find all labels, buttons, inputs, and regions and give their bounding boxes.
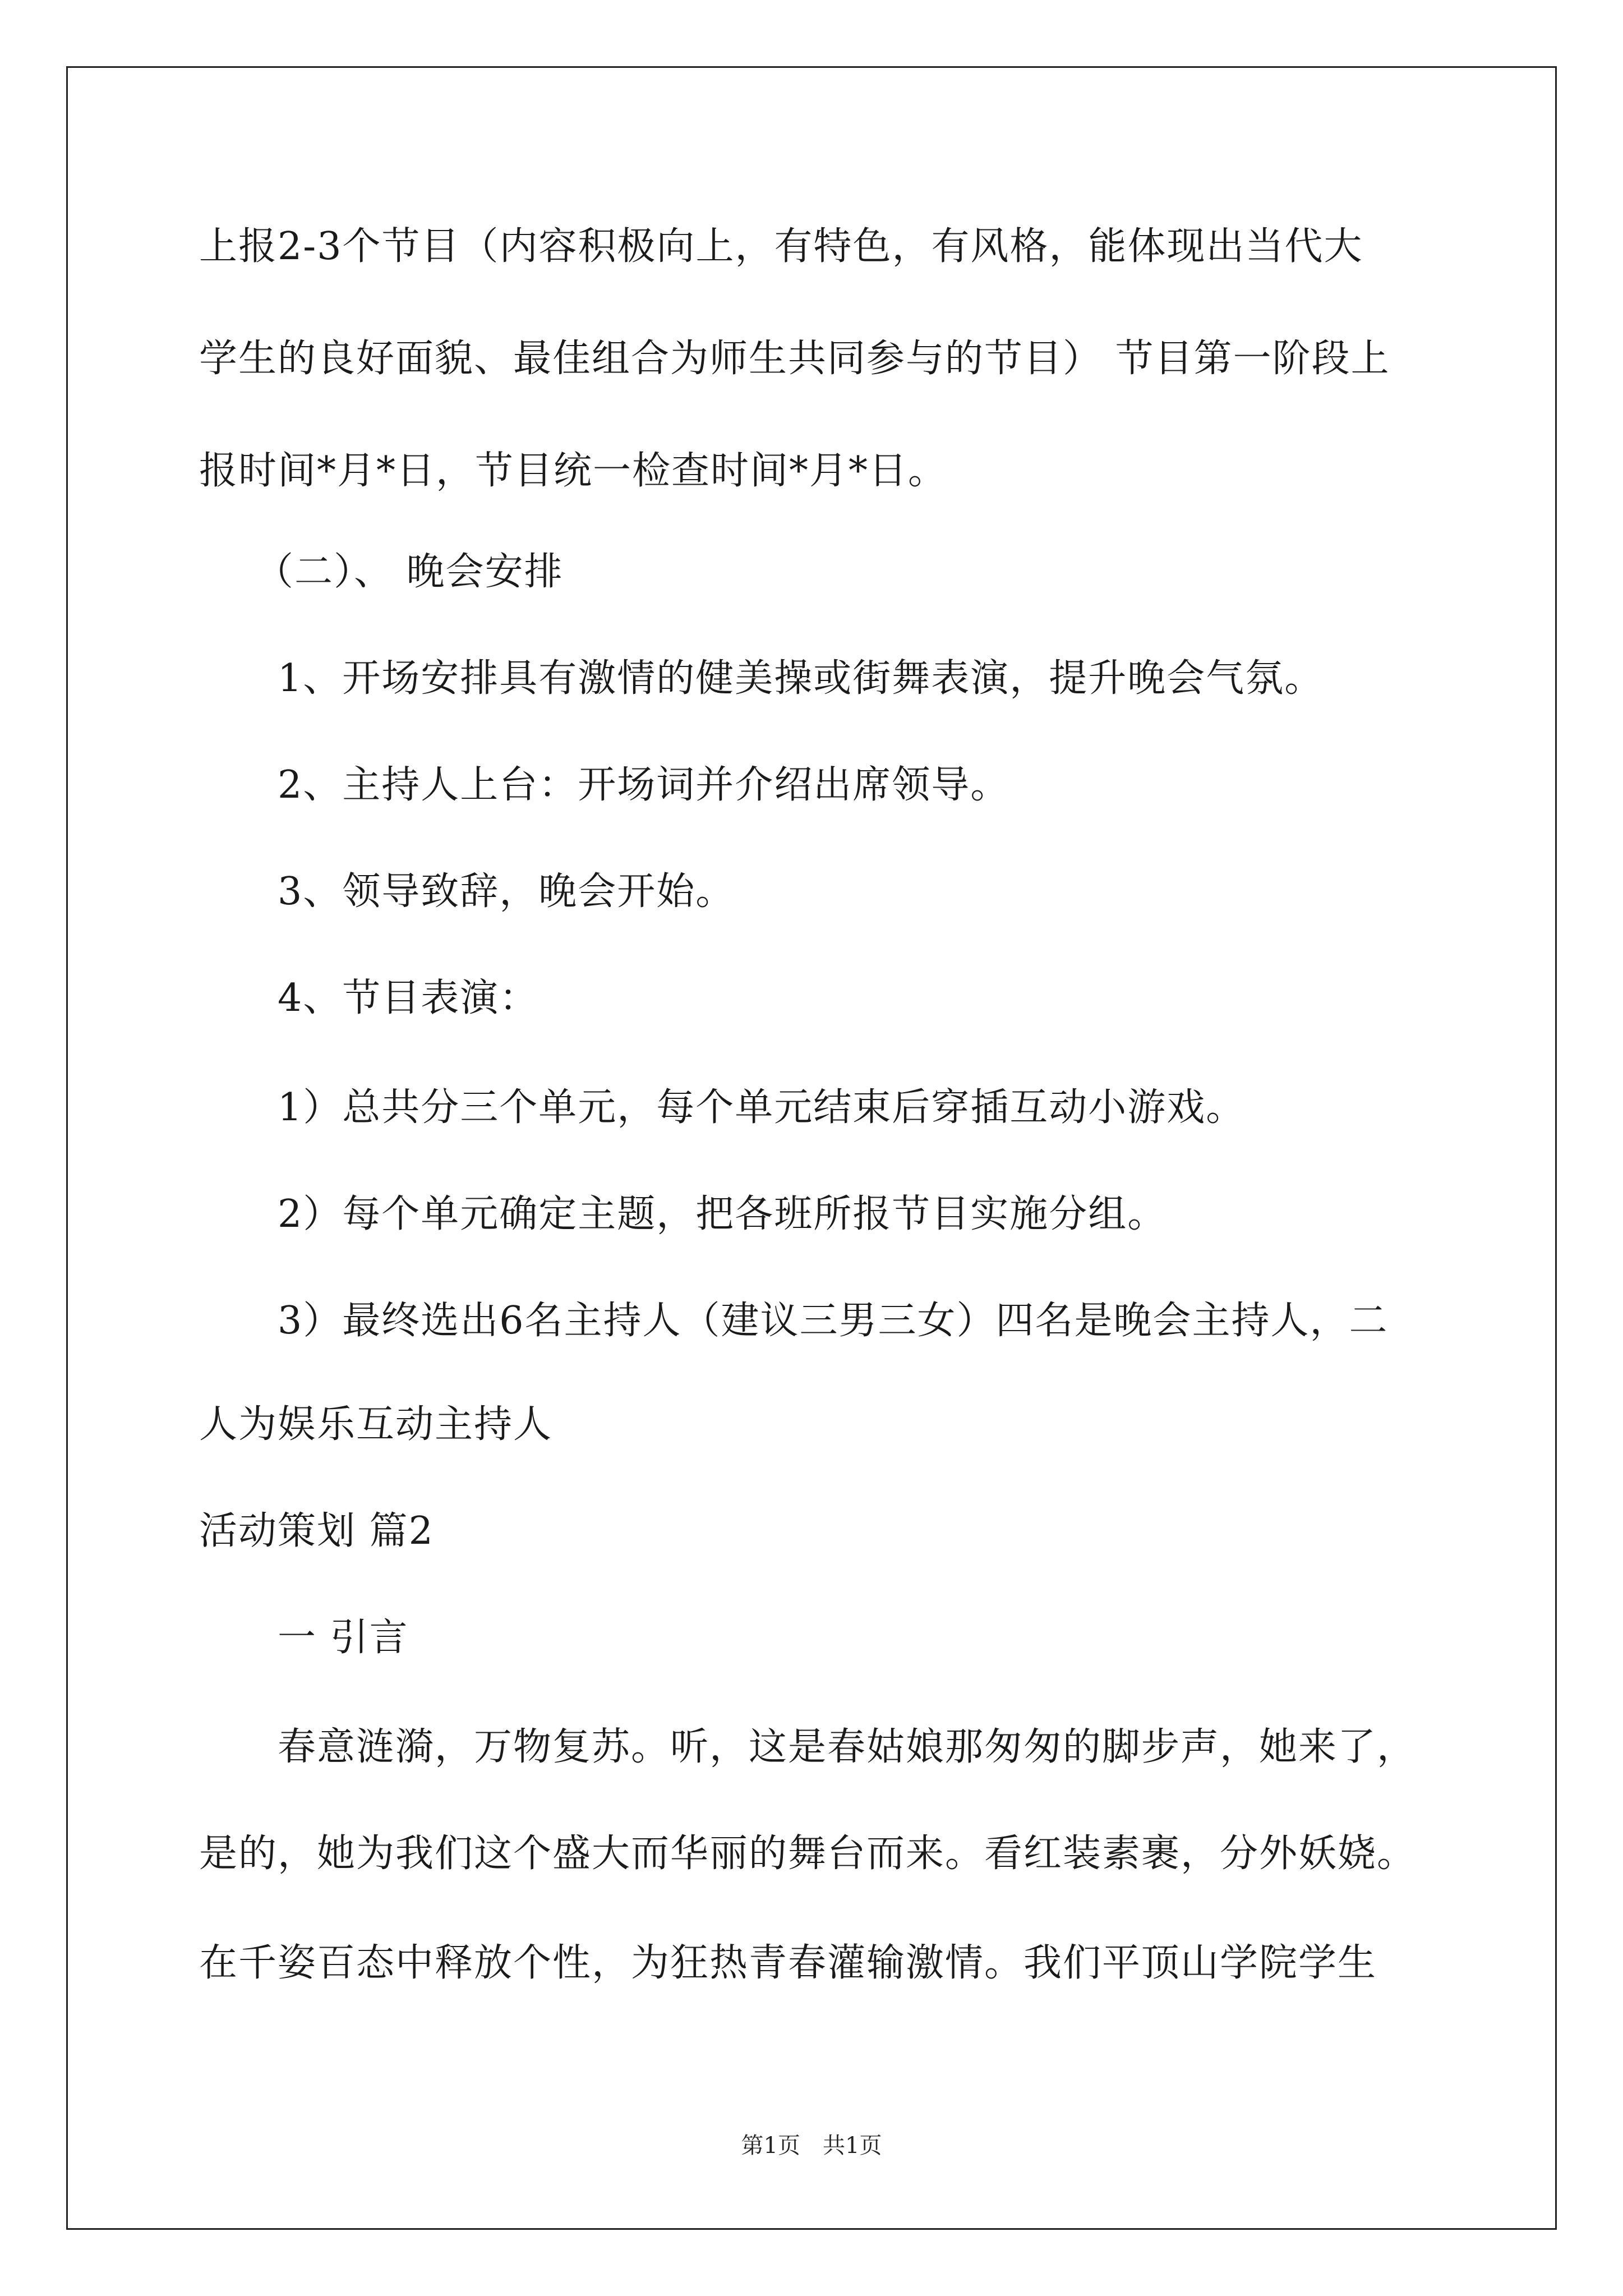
paragraph-line: 学生的良好面貌、最佳组合为师生共同参与的节目） 节目第一阶段上: [199, 337, 1390, 381]
paragraph-line: 报时间*月*日，节目统一检查时间*月*日。: [199, 449, 948, 493]
list-item: 4、节目表演：: [278, 976, 539, 1020]
paragraph-line: 在千姿百态中释放个性，为狂热青春灌输激情。我们平顶山学院学生: [199, 1941, 1377, 1985]
page-border: [66, 66, 1557, 2230]
list-item: 2、主持人上台：开场词并介绍出席领导。: [278, 763, 1010, 807]
list-item: 1）总共分三个单元，每个单元结束后穿插互动小游戏。: [278, 1085, 1246, 1130]
section-heading: 一 引言: [278, 1616, 409, 1660]
paragraph-line: 是的，她为我们这个盛大而华丽的舞台而来。看红装素裹，分外妖娆。: [199, 1832, 1417, 1876]
list-item: 1、开场安排具有激情的健美操或街舞表演，提升晚会气氛。: [278, 656, 1324, 701]
page-footer: 第1页 共1页: [741, 2133, 882, 2159]
paragraph-line: 人为娱乐互动主持人: [199, 1402, 553, 1447]
list-item: 3）最终选出6名主持人（建议三男三女）四名是晚会主持人，二: [278, 1299, 1389, 1343]
paragraph-line: 春意涟漪，万物复苏。听，这是春姑娘那匆匆的脚步声，她来了，: [278, 1725, 1417, 1769]
section-heading: （二）、 晚会安排: [255, 550, 564, 594]
list-item: 2）每个单元确定主题，把各班所报节目实施分组。: [278, 1192, 1167, 1236]
section-title: 活动策划 篇2: [199, 1509, 434, 1553]
list-item: 3、领导致辞，晚会开始。: [278, 869, 735, 914]
paragraph-line: 上报2-3个节目（内容积极向上，有特色，有风格，能体现出当代大: [199, 224, 1363, 269]
